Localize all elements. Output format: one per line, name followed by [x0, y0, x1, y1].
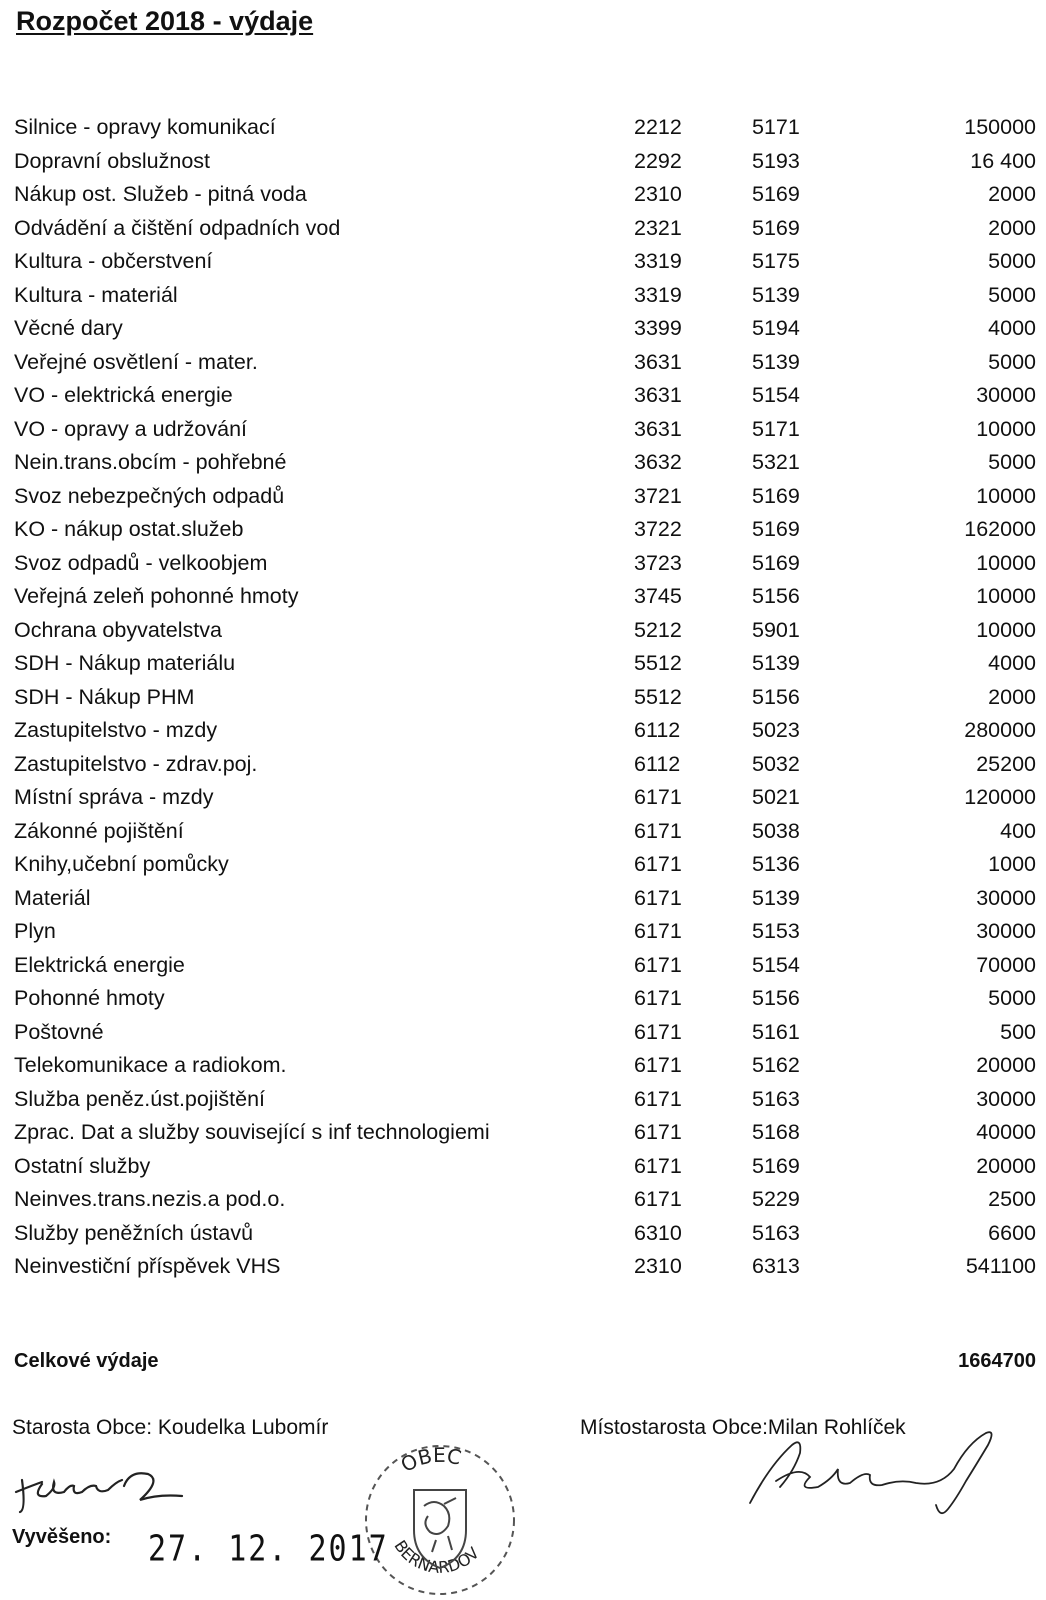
row-amount: 10000	[976, 416, 1036, 441]
row-amount: 10000	[976, 584, 1036, 608]
row-amount: 4000	[988, 651, 1036, 675]
row-name: Zastupitelstvo - zdrav.poj.	[14, 751, 258, 776]
row-paragraf: 3399	[634, 316, 682, 340]
row-paragraf: 2321	[634, 215, 682, 240]
row-paragraf: 6112	[634, 718, 681, 742]
row-amount: 10000	[976, 550, 1036, 575]
deputy-mayor-line: Místostarosta Obce:Milan Rohlíček	[580, 1416, 906, 1439]
row-amount: 280000	[964, 718, 1036, 742]
row-name: Silnice - opravy komunikací	[14, 115, 276, 139]
row-amount: 1000	[988, 852, 1036, 876]
row-name: Služby peněžních ústavů	[14, 1220, 254, 1245]
row-polozka: 5032	[752, 751, 800, 776]
row-polozka: 5154	[752, 383, 800, 407]
row-amount: 70000	[976, 952, 1036, 977]
row-amount: 2000	[988, 684, 1036, 709]
row-paragraf: 6112	[634, 751, 681, 776]
row-name: Kultura - materiál	[14, 282, 178, 307]
row-paragraf: 3319	[634, 249, 682, 273]
row-paragraf: 6310	[634, 1220, 682, 1245]
row-name: Elektrická energie	[14, 952, 185, 977]
table-row	[0, 312, 1046, 346]
row-name: Neinvestiční příspěvek VHS	[14, 1254, 281, 1278]
row-amount: 5000	[988, 249, 1036, 273]
row-polozka: 5154	[752, 952, 800, 977]
table-row	[0, 949, 1046, 983]
row-name: Veřejné osvětlení - mater.	[14, 349, 258, 374]
table-row	[0, 212, 1046, 246]
row-paragraf: 5512	[634, 684, 682, 709]
row-amount: 5000	[988, 349, 1036, 374]
municipal-stamp-icon	[360, 1440, 520, 1600]
row-name: Zákonné pojištění	[14, 818, 184, 843]
row-paragraf: 6171	[634, 1053, 682, 1077]
row-polozka: 5229	[752, 1187, 800, 1211]
row-amount: 5000	[988, 450, 1036, 474]
total-value: 1664700	[958, 1350, 1036, 1372]
table-row	[0, 379, 1046, 413]
table-row	[0, 178, 1046, 212]
row-polozka: 5153	[752, 919, 800, 943]
row-polozka: 5139	[752, 885, 800, 910]
table-row	[0, 614, 1046, 648]
row-name: Ochrana obyvatelstva	[14, 617, 222, 642]
row-paragraf: 5512	[634, 651, 682, 675]
row-name: Věcné dary	[14, 316, 123, 340]
row-name: Telekomunikace a radiokom.	[14, 1053, 287, 1077]
table-row	[0, 279, 1046, 313]
table-row	[0, 111, 1046, 145]
row-paragraf: 3631	[634, 383, 682, 407]
table-row	[0, 346, 1046, 380]
table-row	[0, 413, 1046, 447]
table-row	[0, 748, 1046, 782]
row-name: Nákup ost. Služeb - pitná voda	[14, 182, 307, 206]
row-amount: 2000	[988, 215, 1036, 240]
row-name: Odvádění a čištění odpadních vod	[14, 215, 341, 240]
row-paragraf: 6171	[634, 1086, 682, 1111]
row-paragraf: 6171	[634, 952, 682, 977]
table-row	[0, 145, 1046, 179]
row-polozka: 5156	[752, 986, 800, 1010]
row-name: Svoz odpadů - velkoobjem	[14, 550, 268, 575]
row-paragraf: 3721	[634, 483, 682, 508]
row-name: Nein.trans.obcím - pohřebné	[14, 450, 287, 474]
row-name: Neinves.trans.nezis.a pod.o.	[14, 1187, 286, 1211]
row-polozka: 5169	[752, 182, 800, 206]
row-paragraf: 2212	[634, 115, 682, 139]
row-amount: 20000	[976, 1053, 1036, 1077]
row-amount: 40000	[976, 1120, 1036, 1144]
row-polozka: 5162	[752, 1053, 800, 1077]
row-name: Veřejná zeleň pohonné hmoty	[14, 584, 299, 608]
mayor-line: Starosta Obce: Koudelka Lubomír	[12, 1416, 329, 1439]
row-paragraf: 3723	[634, 550, 682, 575]
row-polozka: 5194	[752, 316, 800, 340]
row-polozka: 5139	[752, 651, 800, 675]
table-row	[0, 848, 1046, 882]
table-row	[0, 1016, 1046, 1050]
row-amount: 20000	[976, 1153, 1036, 1178]
table-row	[0, 915, 1046, 949]
row-polozka: 5163	[752, 1220, 800, 1245]
row-name: Dopravní obslužnost	[14, 148, 210, 173]
row-polozka: 5168	[752, 1120, 800, 1144]
row-polozka: 5169	[752, 1153, 800, 1178]
row-paragraf: 3632	[634, 450, 682, 474]
row-polozka: 5171	[752, 416, 800, 441]
row-paragraf: 6171	[634, 852, 682, 876]
row-paragraf: 5212	[634, 617, 682, 642]
table-row	[0, 1150, 1046, 1184]
row-paragraf: 6171	[634, 1120, 682, 1144]
table-row	[0, 982, 1046, 1016]
row-polozka: 5901	[752, 617, 800, 642]
table-row	[0, 480, 1046, 514]
row-amount: 10000	[976, 483, 1036, 508]
row-amount: 5000	[988, 282, 1036, 307]
row-name: SDH - Nákup materiálu	[14, 651, 236, 675]
table-row	[0, 547, 1046, 581]
row-polozka: 5169	[752, 215, 800, 240]
budget-table	[0, 111, 1046, 1284]
row-amount: 25200	[976, 751, 1036, 776]
row-amount: 10000	[976, 617, 1036, 642]
row-name: Materiál	[14, 885, 91, 910]
row-polozka: 5136	[752, 852, 800, 876]
row-polozka: 5156	[752, 584, 800, 608]
posted-label: Vyvěšeno:	[12, 1526, 112, 1548]
table-row	[0, 1183, 1046, 1217]
row-name: Knihy,učební pomůcky	[14, 852, 229, 876]
row-amount: 2500	[988, 1187, 1036, 1211]
table-row	[0, 882, 1046, 916]
deputy-signature-icon	[740, 1425, 1000, 1525]
row-paragraf: 2310	[634, 1254, 682, 1278]
row-polozka: 5175	[752, 249, 800, 273]
row-paragraf: 6171	[634, 785, 682, 809]
row-paragraf: 6171	[634, 1187, 682, 1211]
table-row	[0, 681, 1046, 715]
table-row	[0, 1116, 1046, 1150]
row-amount: 6600	[988, 1220, 1036, 1245]
row-name: VO - opravy a udržování	[14, 416, 248, 441]
row-name: Kultura - občerstvení	[14, 249, 213, 273]
row-polozka: 5171	[752, 115, 800, 139]
row-amount: 2000	[988, 182, 1036, 206]
row-name: Zastupitelstvo - mzdy	[14, 718, 218, 742]
row-paragraf: 3631	[634, 416, 682, 441]
row-amount: 16 400	[970, 148, 1036, 173]
table-row	[0, 513, 1046, 547]
row-polozka: 5021	[752, 785, 800, 809]
row-amount: 500	[1000, 1019, 1036, 1044]
table-row	[0, 1250, 1046, 1284]
row-name: Zprac. Dat a služby související s inf technologiemi	[14, 1120, 490, 1144]
row-paragraf: 3631	[634, 349, 682, 374]
row-amount: 30000	[976, 885, 1036, 910]
row-paragraf: 3745	[634, 584, 682, 608]
row-paragraf: 2310	[634, 182, 682, 206]
table-row	[0, 1217, 1046, 1251]
row-polozka: 5169	[752, 483, 800, 508]
row-paragraf: 3722	[634, 517, 682, 541]
mayor-signature-icon	[12, 1440, 212, 1520]
row-name: Místní správa - mzdy	[14, 785, 214, 809]
table-row	[0, 815, 1046, 849]
row-polozka: 5169	[752, 517, 800, 541]
row-polozka: 5161	[752, 1019, 800, 1044]
table-row	[0, 245, 1046, 279]
row-paragraf: 6171	[634, 885, 682, 910]
table-row	[0, 781, 1046, 815]
row-amount: 400	[1000, 818, 1036, 843]
row-amount: 30000	[976, 383, 1036, 407]
row-name: Pohonné hmoty	[14, 986, 165, 1010]
row-amount: 30000	[976, 919, 1036, 943]
row-amount: 4000	[988, 316, 1036, 340]
row-amount: 5000	[988, 986, 1036, 1010]
row-polozka: 5193	[752, 148, 800, 173]
row-name: Ostatní služby	[14, 1153, 151, 1178]
row-polozka: 5139	[752, 349, 800, 374]
row-paragraf: 6171	[634, 1019, 682, 1044]
row-paragraf: 6171	[634, 1153, 682, 1178]
row-polozka: 5156	[752, 684, 800, 709]
stamp-top-text: OBEC	[396, 1442, 464, 1477]
row-amount: 30000	[976, 1086, 1036, 1111]
row-amount: 541100	[965, 1254, 1036, 1278]
row-polozka: 5139	[752, 282, 800, 307]
row-paragraf: 6171	[634, 919, 682, 943]
row-name: SDH - Nákup PHM	[14, 684, 195, 709]
row-paragraf: 2292	[634, 148, 682, 173]
table-row	[0, 446, 1046, 480]
document-title: Rozpočet 2018 - výdaje	[16, 6, 314, 36]
total-label: Celkové výdaje	[14, 1350, 159, 1372]
row-name: VO - elektrická energie	[14, 383, 233, 407]
row-polozka: 5321	[752, 450, 800, 474]
row-amount: 162000	[964, 517, 1036, 541]
table-row	[0, 580, 1046, 614]
table-row	[0, 1049, 1046, 1083]
row-polozka: 5038	[752, 818, 800, 843]
row-paragraf: 6171	[634, 818, 682, 843]
row-name: Svoz nebezpečných odpadů	[14, 483, 285, 508]
posted-date: 27. 12. 2017	[148, 1528, 389, 1570]
row-amount: 120000	[964, 785, 1036, 809]
row-polozka: 6313	[752, 1254, 800, 1278]
stamp-bottom-text: BERNARDOV	[390, 1536, 483, 1577]
row-name: Poštovné	[14, 1019, 104, 1044]
row-polozka: 5163	[752, 1086, 800, 1111]
row-name: Služba peněz.úst.pojištění	[14, 1086, 265, 1111]
row-polozka: 5023	[752, 718, 800, 742]
row-amount: 150000	[964, 115, 1036, 139]
row-paragraf: 6171	[634, 986, 682, 1010]
row-name: Plyn	[14, 919, 56, 943]
row-polozka: 5169	[752, 550, 800, 575]
table-row	[0, 1083, 1046, 1117]
row-name: KO - nákup ostat.služeb	[14, 517, 244, 541]
table-row	[0, 714, 1046, 748]
row-paragraf: 3319	[634, 282, 682, 307]
table-row	[0, 647, 1046, 681]
